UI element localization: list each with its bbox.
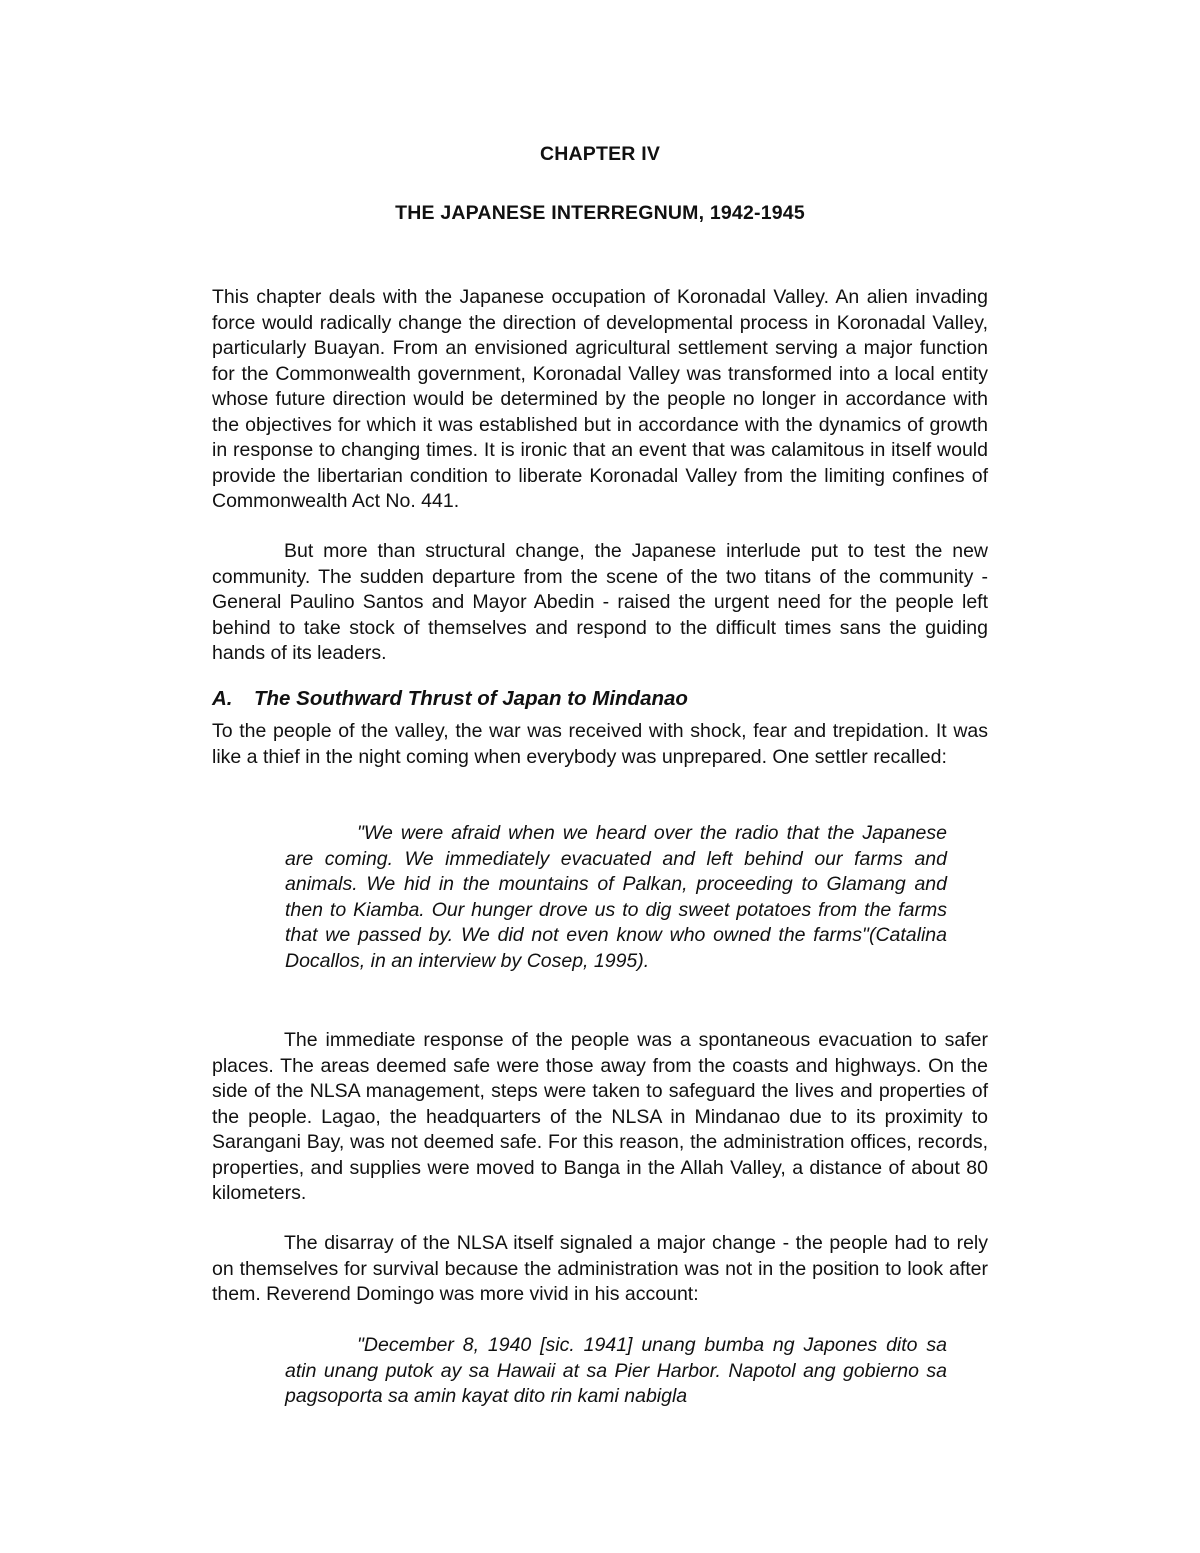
section-paragraph-1: To the people of the valley, the war was received with shock, fear and trepidation. It was like a thief in the night coming when everybody was unprepared. One settler recalled:	[212, 720, 988, 768]
chapter-title: CHAPTER IV	[539, 143, 661, 165]
section-heading	[212, 687, 688, 711]
section-letter: A.	[212, 687, 233, 710]
block-quote-1: "We were afraid when we heard over the radio that the Japanese are coming. We immediately evacuated and left behind our farms and animals. We hid in the mountains of Palkan, proceeding to Glamang and then to Kiamba. Our hunger drove us to dig sweet potatoes from the farms that we passed by. We did not even know who owned the farms"(Catalina Docallos, in an interview by Cosep, 1995).	[285, 822, 947, 972]
intro-paragraph: This chapter deals with the Japanese occupation of Koronadal Valley. An alien invading force would radically change the direction of developmental process in Koronadal Valley, particularly Buayan. From an envisioned agricultural settlement serving a major function for the Commonwealth government, Koronadal Valley was transformed into a local entity whose future direction would be determined by the people no longer in accordance with the objectives for which it was established but in accordance with the dynamics of growth in response to changing times. It is ironic that an event that was calamitous in itself would provide the libertarian condition to liberate Koronadal Valley from the limiting confines of Commonwealth Act No. 441.	[212, 286, 988, 512]
section-paragraph-2: The immediate response of the people was a spontaneous evacuation to safer places. The areas deemed safe were those away from the coasts and highways. On the side of the NLSA management, steps were taken to safeguard the lives and properties of the people. Lagao, the headquarters of the NLSA in Mindanao due to its proximity to Sarangani Bay, was not deemed safe. For this reason, the administration offices, records, properties, and supplies were moved to Banga in the Allah Valley, a distance of about 80 kilometers.	[212, 1029, 988, 1204]
section-paragraph-3: The disarray of the NLSA itself signaled a major change - the people had to rely on themselves for survival because the administration was not in the position to look after them. Reverend Domingo was more vivid in his account:	[212, 1232, 988, 1305]
block-quote-2: "December 8, 1940 [sic. 1941] unang bumba ng Japones dito sa atin unang putok ay sa Hawaii at sa Pier Harbor. Napotol ang gobierno sa pagsoporta sa amin kayat dito rin kami nabigla	[285, 1334, 947, 1407]
intro-paragraph-2: But more than structural change, the Japanese interlude put to test the new community. The sudden departure from the scene of the two titans of the community - General Paulino Santos and Mayor Abedin - raised the urgent need for the people left behind to take stock of themselves and respond to the difficult times sans the guiding hands of its leaders.	[212, 540, 988, 664]
section-title: The Southward Thrust of Japan to Mindanao	[254, 687, 688, 710]
chapter-subtitle: THE JAPANESE INTERREGNUM, 1942-1945	[395, 202, 805, 224]
